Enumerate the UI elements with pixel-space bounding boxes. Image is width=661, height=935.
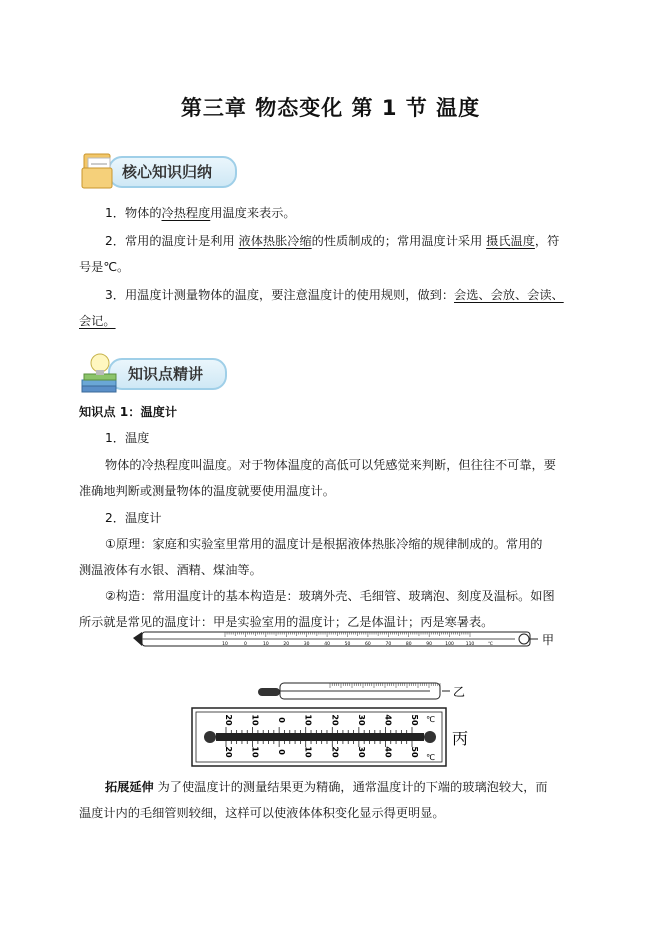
tick-label: 0 xyxy=(277,749,287,755)
core-knowledge-banner xyxy=(78,148,248,192)
tick-label: 40 xyxy=(324,642,330,647)
core-item-2: 2．常用的温度计是利用 液体热胀冷缩的性质制成的；常用温度计采用 摄氏温度，符 xyxy=(105,234,560,248)
tick-label: 70 xyxy=(385,642,392,647)
tick-label: 30 xyxy=(356,746,366,758)
kp1-s1-text: 物体的冷热程度叫温度。对于物体温度的高低可以凭感觉来判断，但往往不可靠，要 xyxy=(105,458,556,472)
core-item-1: 1．物体的冷热程度用温度来表示。 xyxy=(105,206,296,220)
kp1-s1-text-cont: 准确地判断或测量物体的温度就要使用温度计。 xyxy=(79,484,335,498)
tick-label: ℃ xyxy=(487,642,493,647)
tick-label: 30 xyxy=(356,714,366,726)
tick-label: 40 xyxy=(383,746,393,758)
weather-thermometer xyxy=(192,708,468,766)
tick-label: 50 xyxy=(410,746,419,758)
lab-thermometer xyxy=(133,632,554,647)
tick-label: 80 xyxy=(405,642,412,647)
tick-label: 10 xyxy=(222,642,228,647)
tick-label: 0 xyxy=(243,642,247,647)
svg-text:℃: ℃ xyxy=(426,715,435,724)
core-item-3: 3．用温度计测量物体的温度，要注意温度计的使用规则，做到：会选、会放、会读、 xyxy=(105,288,564,302)
extension-text-cont: 温度计内的毛细管则较细，这样可以使液体体积变化显示得更明显。 xyxy=(79,806,445,820)
tick-label: 0 xyxy=(277,717,287,723)
tick-label: 60 xyxy=(365,642,371,647)
tick-label: 50 xyxy=(410,714,419,726)
label-bing: 丙 xyxy=(452,729,469,748)
books-lightbulb-icon xyxy=(78,350,124,396)
kp1-s2: 2．温度计 xyxy=(105,511,162,525)
kp1-principle: ①原理：家庭和实验室里常用的温度计是根据液体热胀冷缩的规律制成的。常用的 xyxy=(105,537,543,551)
tick-label: 110 xyxy=(465,642,475,647)
kp1-structure-cont: 所示就是常见的温度计：甲是实验室用的温度计；乙是体温计；丙是寒暑表。 xyxy=(79,615,494,629)
tick-label: 40 xyxy=(383,714,393,726)
banner-label: 知识点精讲 xyxy=(128,365,204,383)
tick-label: 10 xyxy=(303,714,313,726)
tick-label: 20 xyxy=(330,714,340,726)
tick-label: 20 xyxy=(224,746,233,758)
core-item-2-cont: 号是℃。 xyxy=(79,260,130,274)
page-title: 第三章 物态变化 第 1 节 温度 xyxy=(180,96,481,120)
thermometer-figure xyxy=(130,628,570,773)
kp1-heading: 知识点 1：温度计 xyxy=(79,405,178,419)
clinical-thermometer xyxy=(258,683,465,699)
label-yi: 乙 xyxy=(453,685,466,699)
tick-label: 20 xyxy=(224,714,233,726)
kp1-structure: ②构造：常用温度计的基本构造是：玻璃外壳、毛细管、玻璃泡、刻度及温标。如图 xyxy=(105,589,555,603)
label-jia: 甲 xyxy=(542,633,555,647)
extension-text: 拓展延伸 为了使温度计的测量结果更为精确，通常温度计的下端的玻璃泡较大，而 xyxy=(105,780,548,794)
tick-label: 50 xyxy=(344,642,351,647)
kp1-s1: 1．温度 xyxy=(105,431,150,445)
tick-label: 20 xyxy=(283,642,290,647)
tick-label: 90 xyxy=(426,642,433,647)
tick-label: 10 xyxy=(250,746,260,758)
knowledge-points-banner xyxy=(78,350,238,394)
kp1-principle-cont: 测温液体有水银、酒精、煤油等。 xyxy=(79,563,262,577)
core-item-3-cont: 会记。 xyxy=(79,314,116,328)
svg-text:℃: ℃ xyxy=(426,753,435,762)
tick-label: 10 xyxy=(303,746,313,758)
tick-label: 10 xyxy=(250,714,260,726)
tick-label: 30 xyxy=(303,642,310,647)
tick-label: 20 xyxy=(330,746,340,758)
tick-label: 10 xyxy=(262,642,269,647)
folder-icon xyxy=(78,148,122,192)
banner-label: 核心知识归纳 xyxy=(122,163,213,181)
tick-label: 100 xyxy=(445,642,454,647)
